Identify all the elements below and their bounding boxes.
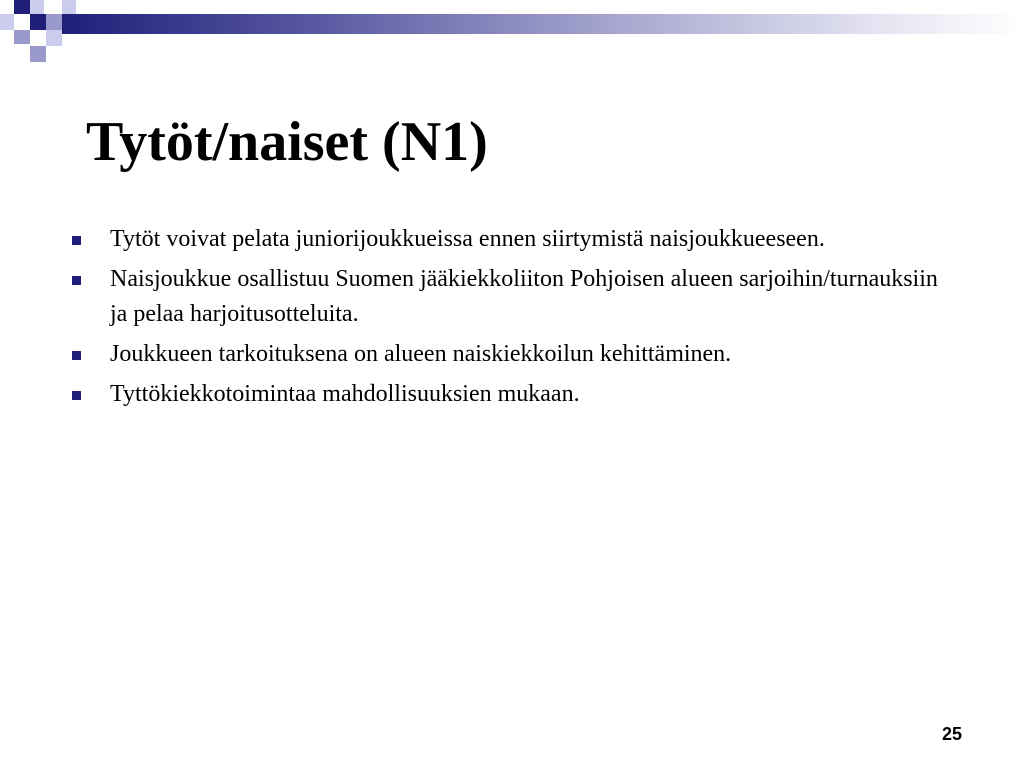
deco-square-lavender-2 xyxy=(62,0,76,14)
square-bullet-icon xyxy=(72,276,81,285)
deco-square-lavender-1 xyxy=(30,0,44,14)
bullet-text: Joukkueen tarkoituksena on alueen naiskiekkoilun kehittäminen. xyxy=(110,341,732,367)
deco-square-lavender-4 xyxy=(14,30,30,44)
deco-square-navy-2 xyxy=(30,14,46,30)
slide-title: Tytöt/naiset (N1) xyxy=(86,111,488,173)
square-bullet-icon xyxy=(72,236,81,245)
slide-number: 25 xyxy=(941,724,962,744)
header-gradient-bar xyxy=(62,14,1024,34)
list-item xyxy=(70,262,950,332)
bullet-text: Tyttökiekkotoimintaa mahdollisuuksien mukaan. xyxy=(110,381,580,407)
deco-square-pale-2 xyxy=(46,30,62,46)
list-item xyxy=(70,337,950,372)
deco-square-navy-1 xyxy=(14,0,30,14)
bullet-text: Tytöt voivat pelata juniorijoukkueissa ennen siirtymistä naisjoukkueeseen. xyxy=(110,226,825,252)
deco-square-pale-1 xyxy=(0,14,14,30)
header-decoration xyxy=(0,0,1024,64)
square-bullet-icon xyxy=(72,351,81,360)
square-bullet-icon xyxy=(72,391,81,400)
list-item xyxy=(70,222,950,257)
deco-square-lavender-3 xyxy=(46,14,62,30)
bullet-list xyxy=(70,222,950,417)
list-item xyxy=(70,377,950,412)
deco-square-lavender-5 xyxy=(30,46,46,62)
bullet-text: Naisjoukkue osallistuu Suomen jääkiekkoliiton Pohjoisen alueen sarjoihin/turnauksiin ja pelaa harjoitusotteluita. xyxy=(110,266,938,327)
